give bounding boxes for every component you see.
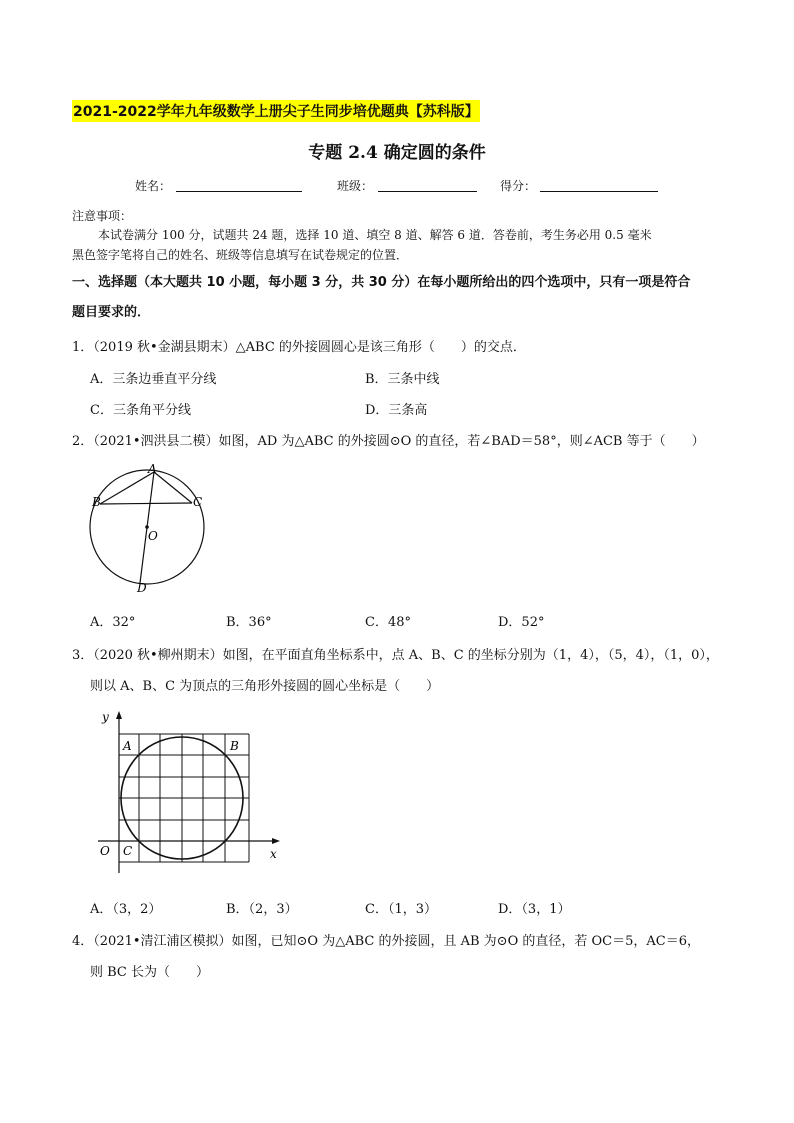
name-label: 姓名： [135, 179, 172, 193]
label-o: O [148, 529, 158, 543]
question-2-option-d[interactable]: D．52° [498, 615, 545, 630]
label-point-b: B [230, 739, 239, 753]
question-2-option-b[interactable]: B．36° [226, 615, 272, 630]
coordinate-grid [119, 734, 249, 862]
question-4-stem-line-2: 则 BC 长为（ ） [90, 965, 210, 980]
question-1-option-d[interactable]: D．三条高 [365, 403, 428, 418]
class-field[interactable] [378, 191, 477, 192]
header-banner: 2021-2022学年九年级数学上册尖子生同步培优题典【苏科版】 [72, 100, 480, 122]
question-3-option-c[interactable]: C．（1，3） [365, 902, 437, 917]
x-axis-arrow [272, 838, 280, 844]
section-heading-line-2: 题目要求的． [72, 305, 151, 320]
notice-line-2: 黑色签字笔将自己的姓名、班级等信息填写在试卷规定的位置． [72, 248, 409, 262]
question-1-option-b[interactable]: B．三条中线 [365, 372, 440, 387]
label-x: x [270, 847, 277, 861]
question-3-option-b[interactable]: B．（2，3） [226, 902, 298, 917]
notice-heading: 注意事项： [72, 209, 133, 223]
segment-ab [100, 472, 154, 504]
question-1-stem: 1．（2019 秋•金湖县期末）△ABC 的外接圆圆心是该三角形（ ）的交点． [72, 340, 526, 355]
question-2-option-a[interactable]: A．32° [90, 615, 136, 630]
label-d: D [137, 581, 147, 595]
question-3-stem-line-1: 3．（2020 秋•柳州期末）如图，在平面直角坐标系中，点 A、B、C 的坐标分别为（1，4），（5，4），（1，0）， [72, 648, 719, 663]
question-4-stem-line-1: 4．（2021•清江浦区模拟）如图，已知⊙O 为△ABC 的外接圆，且 AB 为⊙O 的直径，若 OC＝5，AC＝6， [72, 934, 700, 949]
question-1-option-c[interactable]: C．三条角平分线 [90, 403, 191, 418]
name-field[interactable] [176, 191, 302, 192]
chord-bc [100, 503, 192, 504]
question-2-figure [80, 460, 220, 600]
notice-line-1: 本试卷满分 100 分，试题共 24 题，选择 10 道、填空 8 道、解答 6 道．答卷前，考生务必用 0.5 毫米 [98, 228, 652, 242]
page-title: 专题 2.4 确定圆的条件 [308, 143, 486, 163]
class-label: 班级： [337, 179, 374, 193]
label-a: A [148, 462, 157, 476]
section-heading-line-1: 一、选择题（本大题共 10 小题，每小题 3 分，共 30 分）在每小题所给出的四个选项中，只有一项是符合 [72, 275, 691, 290]
question-2-option-c[interactable]: C．48° [365, 615, 411, 630]
score-label: 得分： [500, 179, 537, 193]
y-axis-arrow [116, 711, 122, 719]
label-point-c: C [123, 844, 133, 858]
question-3-figure [92, 705, 292, 880]
label-origin: O [100, 844, 110, 858]
question-1-option-a[interactable]: A．三条边垂直平分线 [90, 372, 217, 387]
question-3-stem-line-2: 则以 A、B、C 为顶点的三角形外接圆的圆心坐标是（ ） [90, 679, 440, 694]
label-c: C [193, 495, 203, 509]
label-point-a: A [123, 739, 132, 753]
label-b: B [92, 495, 101, 509]
question-2-stem: 2．（2021•泗洪县二模）如图，AD 为△ABC 的外接圆⊙O 的直径，若∠BAD＝58°，则∠ACB 等于（ ） [72, 434, 705, 449]
question-3-option-d[interactable]: D．（3，1） [498, 902, 571, 917]
score-field[interactable] [540, 191, 658, 192]
question-3-option-a[interactable]: A．（3，2） [90, 902, 162, 917]
label-y: y [102, 710, 109, 724]
